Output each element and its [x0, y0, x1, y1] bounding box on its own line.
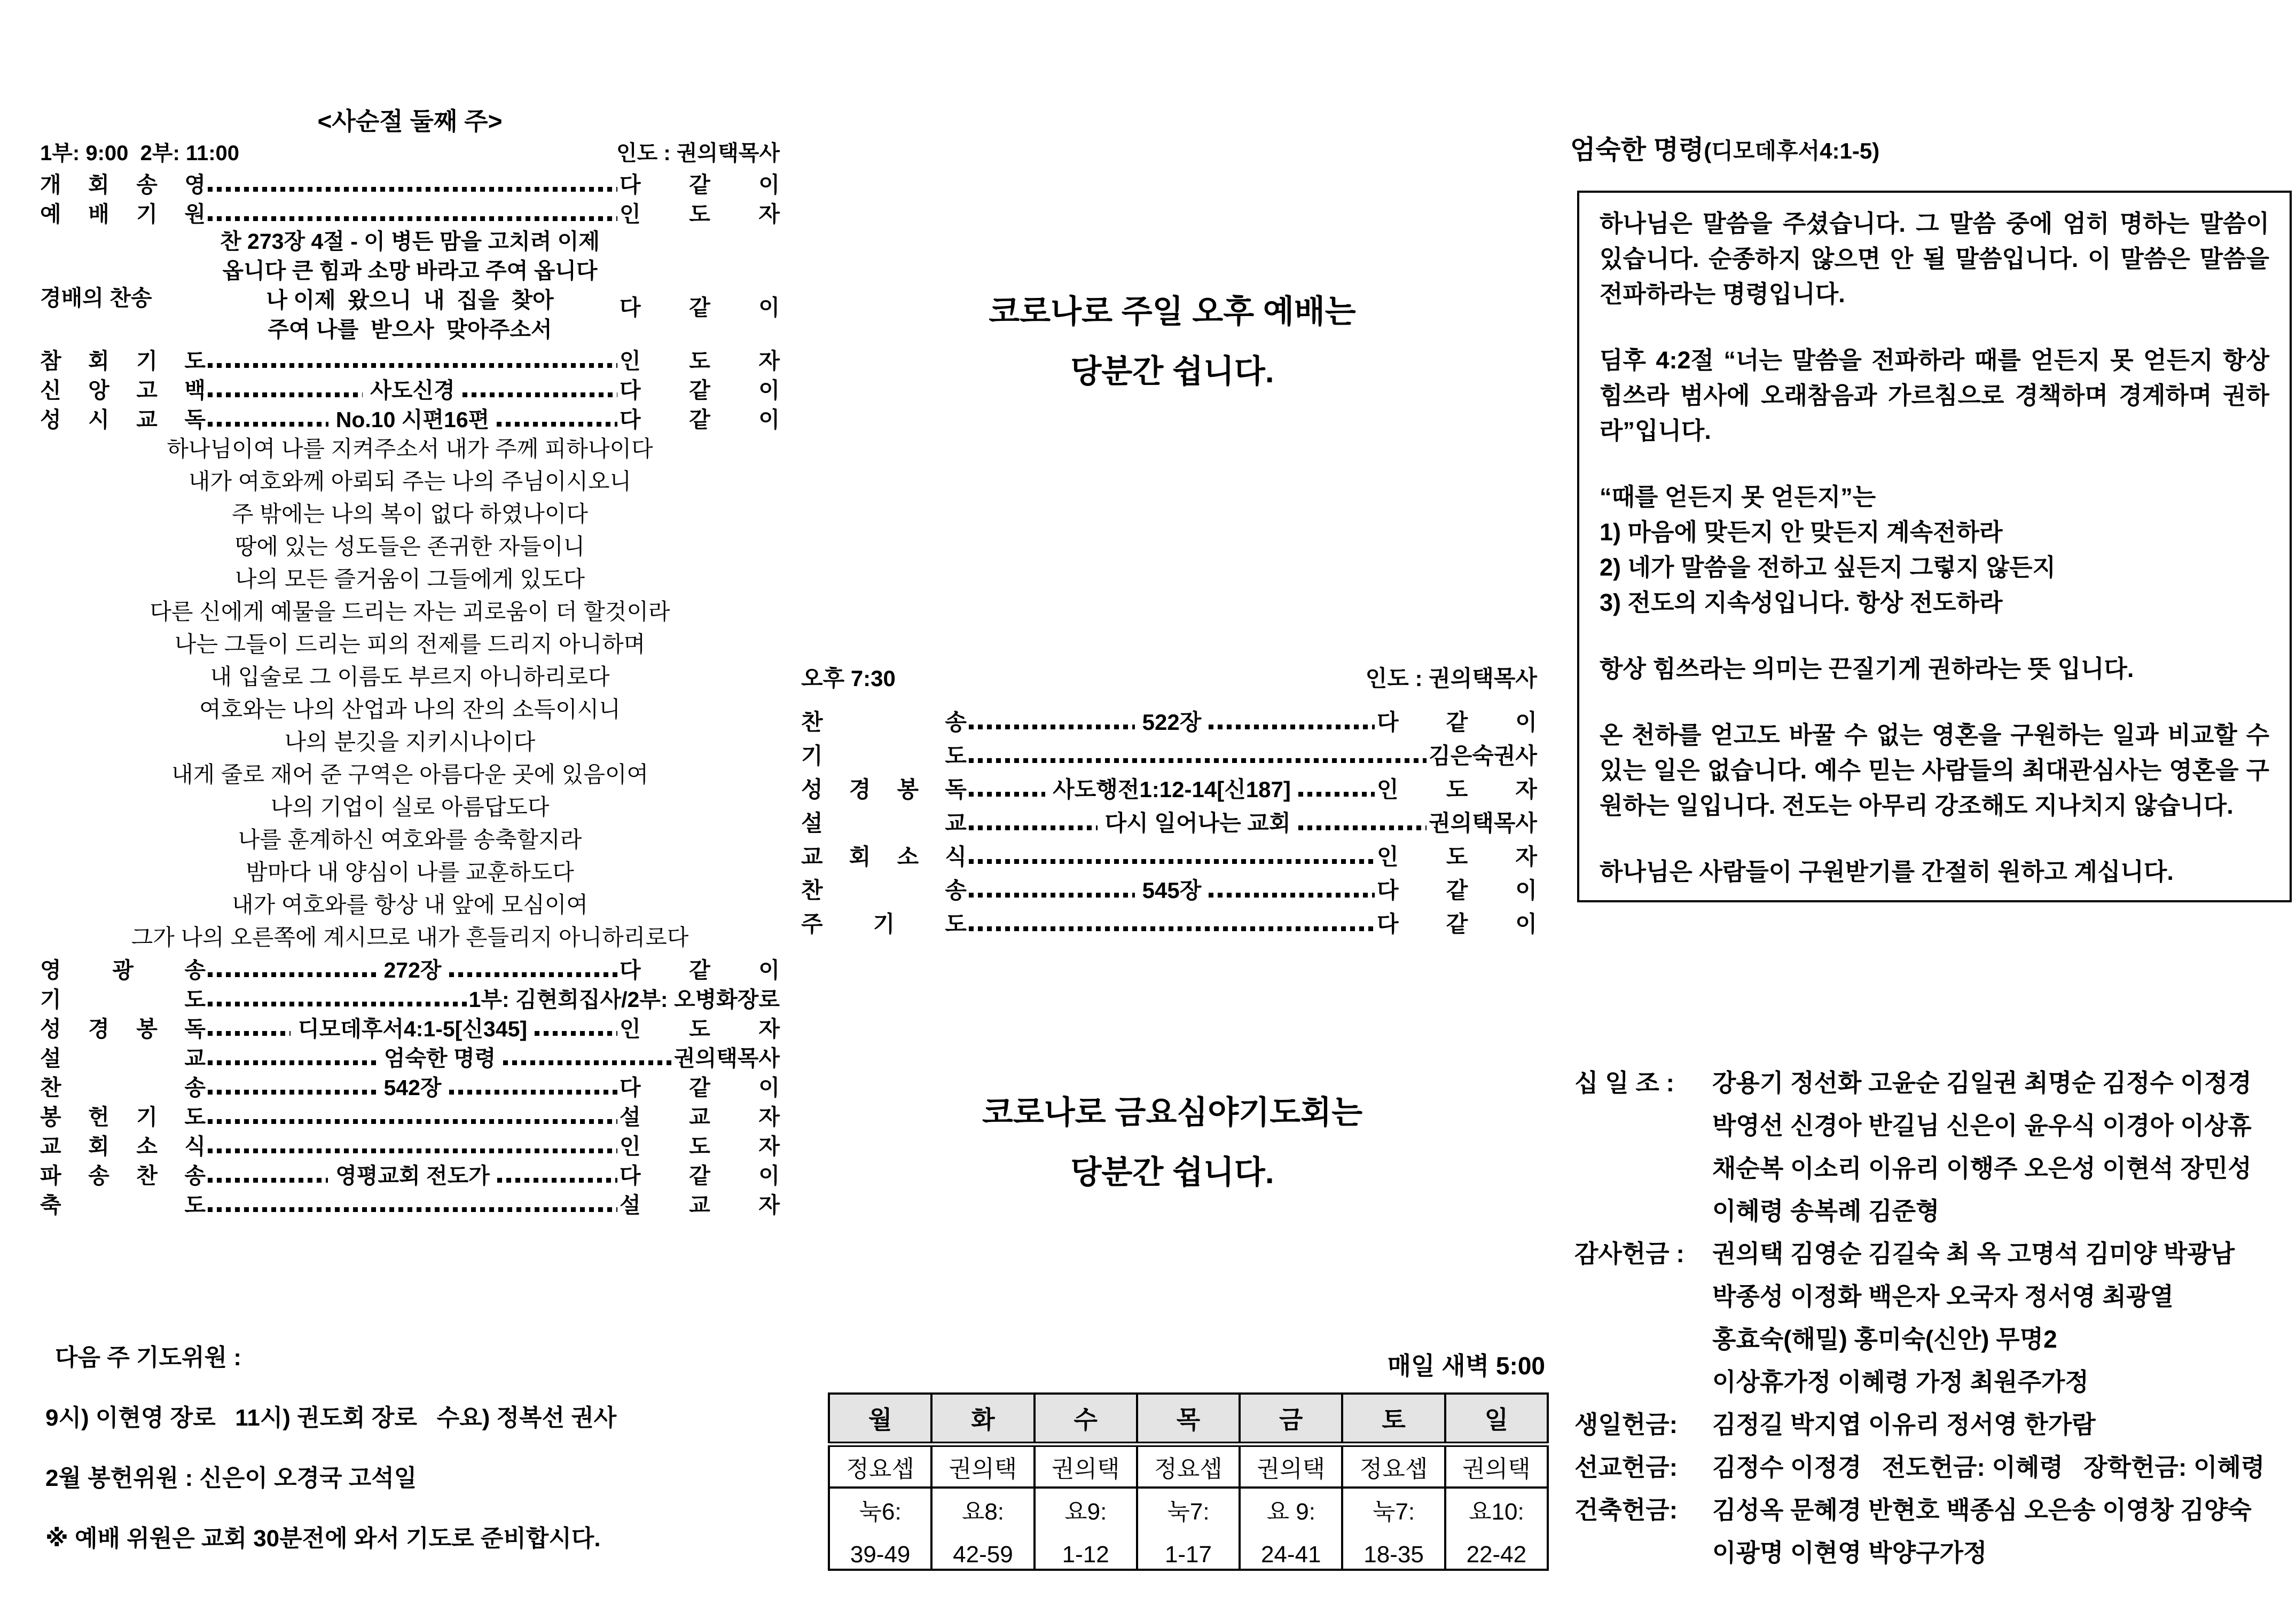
order-value: 다 같 이 [620, 1075, 780, 1100]
sermon-scripture-ref: (디모데후서4:1-5) [1704, 138, 1880, 163]
dotted-leader [969, 825, 1098, 830]
prayer-assignments: 9시) 이현영 장로 11시) 권도회 장로 수요) 정복선 권사 [45, 1405, 617, 1431]
dotted-leader [535, 1031, 617, 1036]
order-label: 설 교 [801, 810, 967, 836]
hymn-line: 주여 나를 받으사 맞아주소서 [268, 317, 552, 342]
table-header-row [829, 1394, 1548, 1444]
dotted-leader [208, 1207, 617, 1212]
order-center: 사도신경 [370, 378, 455, 403]
order-value: 다 같 이 [1377, 709, 1537, 735]
psalm-line: 나의 기업이 실로 아름답도다 [270, 794, 550, 820]
hymn-label: 경배의 찬송 [40, 286, 152, 310]
day-header: 금 [1240, 1394, 1342, 1444]
order-row [801, 906, 1537, 939]
psalm-line: 내가 여호와께 아뢰되 주는 나의 주님이시오니 [188, 469, 632, 494]
order-row [40, 1071, 780, 1100]
sermon-paragraph: 항상 힘쓰라는 의미는 끈질기게 권하라는 뜻 입니다. [1600, 655, 2134, 682]
psalm-line: 밤마다 내 양심이 나를 교훈하도다 [246, 860, 574, 885]
order-center: No.10 시편16편 [335, 407, 490, 432]
worship-week-title: <사순절 둘째 주> [317, 107, 503, 135]
dotted-leader [969, 792, 1045, 797]
psalm-line: 다른 신에게 예물을 드리는 자는 괴로움이 더 할것이라 [150, 599, 670, 624]
order-row [801, 771, 1537, 805]
birthday-offering-group [1574, 1403, 2293, 1446]
scripture-row [829, 1488, 1548, 1570]
dotted-leader [208, 972, 377, 977]
dotted-leader [503, 1060, 672, 1065]
dotted-leader [969, 725, 1135, 729]
order-value: 다 같 이 [620, 958, 780, 982]
order-row [40, 1189, 780, 1218]
dotted-leader [208, 392, 363, 397]
dawn-prayer-time: 매일 새벽 5:00 [1387, 1352, 1545, 1380]
order-center: 522장 [1142, 709, 1202, 735]
offering-label: 감사헌금 : [1574, 1240, 1684, 1268]
offering-label: 십 일 조 : [1574, 1069, 1674, 1097]
psalm-line: 나의 분깃을 지키시나이다 [284, 729, 536, 754]
sermon-paragraph: 온 천하를 얻고도 바꿀 수 없는 영혼을 구원하는 일과 비교할 수 있는 일은 없습니다. 예수 믿는 사람들의 최대관심사는 영혼을 구원하는 일입니다. 전도는 아무리 강조해도 지나치지 않습니다. [1600, 721, 2269, 819]
psalm-line: 나를 훈계하신 여호와를 송축할지라 [238, 827, 582, 852]
psalm-line: 나는 그들이 드리는 피의 전제를 드리지 아니하며 [174, 632, 646, 657]
service-times: 1부: 9:00 2부: 11:00 [40, 141, 240, 165]
leader-name: 정요셉 [1342, 1444, 1445, 1488]
order-row [801, 704, 1537, 737]
leader-name: 권의택 [931, 1444, 1034, 1488]
order-value: 다 같 이 [620, 407, 780, 432]
order-row [40, 403, 780, 432]
scripture-ref: 요 9: 24-41 [1240, 1488, 1342, 1570]
order-value: 권의택목사 [673, 1046, 780, 1071]
notice-line: 코로나로 주일 오후 예배는 [989, 294, 1356, 329]
building-offering-group [1574, 1489, 2293, 1574]
leader-name: 권의택 [1240, 1444, 1342, 1488]
order-value: 설 교 자 [620, 1105, 780, 1129]
order-label: 설 교 [40, 1046, 206, 1071]
order-value: 다 같 이 [620, 172, 780, 197]
order-center: 디모데후서4:1-5[신345] [297, 1017, 528, 1041]
dotted-leader [208, 1031, 291, 1036]
sermon-title: 엄숙한 명령 [1570, 136, 1704, 164]
psalm-line: 내 입술로 그 이름도 부르지 아니하리로다 [210, 664, 610, 689]
scripture-ref: 요9: 1-12 [1035, 1488, 1137, 1570]
dotted-leader [449, 972, 618, 977]
order-label: 개 회 송 영 [40, 172, 206, 197]
dotted-leader [969, 893, 1135, 898]
sermon-paragraph: 딤후 4:2절 “너는 말씀을 전파하라 때를 얻든지 못 얻든지 항상 힘쓰라 범사에 오래참음과 가르침으로 경책하며 경계하며 권하라”입니다. [1600, 347, 2269, 444]
psalm-line: 여호와는 나의 산업과 나의 잔의 소득이시니 [199, 697, 621, 722]
evening-service-header [801, 661, 1537, 693]
offering-names: 김성옥 문혜경 반현호 백종심 오은송 이영창 김양숙 이광명 이현영 박양구가정 [1712, 1496, 2252, 1567]
day-header: 목 [1137, 1394, 1240, 1444]
notice-line: 코로나로 금요심야기도회는 [982, 1095, 1363, 1130]
dotted-leader [1298, 792, 1375, 797]
morning-worship-order [40, 104, 780, 1218]
order-label: 봉 헌 기 도 [40, 1105, 206, 1129]
order-label: 교 회 소 식 [40, 1134, 206, 1159]
leader-name: 정요셉 [829, 1444, 931, 1488]
dawn-prayer-schedule-table [828, 1392, 1549, 1571]
order-center: 영평교회 전도가 [335, 1163, 490, 1188]
order-label: 영 광 송 [40, 958, 206, 982]
scripture-ref: 요10: 22-42 [1445, 1488, 1548, 1570]
sermon-list-item: 2) 네가 말씀을 전하고 싶든지 그렇지 않든지 [1600, 554, 2056, 581]
order-value: 인 도 자 [620, 1017, 780, 1041]
order-row [40, 168, 780, 198]
day-header: 토 [1342, 1394, 1445, 1444]
order-label: 성 경 봉 독 [40, 1017, 206, 1041]
order-value: 설 교 자 [620, 1193, 780, 1217]
order-center: 엄숙한 명령 [383, 1046, 496, 1071]
dotted-leader [969, 758, 1427, 763]
leader-name: 권의택 [1445, 1444, 1548, 1488]
sermon-title-heading [1570, 129, 2291, 167]
psalm-line: 내가 여호와를 항상 내 앞에 모심이여 [232, 892, 588, 917]
dotted-leader [463, 392, 617, 397]
order-row [40, 1012, 780, 1042]
order-label: 신 앙 고 백 [40, 378, 206, 403]
offering-names: 권의택 김영순 김길숙 최 옥 고명석 김미양 박광남 박종성 이정화 백은자 오국자 정서영 최광열 홍효숙(해밀) 홍미숙(신안) 무명2 이상휴가정 이혜령 가정 최원주가정 [1712, 1240, 2235, 1396]
dotted-leader [208, 1148, 617, 1153]
psalm-line: 내게 줄로 재어 준 구역은 아름다운 곳에 있음이여 [171, 762, 649, 787]
order-value: 1부: 김현희집사/2부: 오병화장로 [468, 987, 780, 1012]
mission-offering-group [1574, 1446, 2293, 1489]
order-value: 인 도 자 [620, 349, 780, 373]
order-center: 272장 [383, 958, 442, 982]
dotted-leader [208, 1119, 617, 1124]
service-presider: 인도 : 권의택목사 [616, 141, 780, 165]
evening-service-time: 오후 7:30 [801, 666, 896, 691]
offering-committee: 2월 봉헌위원 : 신은이 오경국 고석일 [45, 1465, 417, 1491]
hymn-line: 나 이제 왔으니 내 집을 찾아 [266, 288, 554, 312]
offering-names: 김정수 이정경 전도헌금: 이혜령 장학헌금: 이혜령 [1712, 1453, 2265, 1481]
dotted-leader [208, 422, 328, 427]
order-value: 다 같 이 [620, 1163, 780, 1188]
dotted-leader [208, 187, 617, 192]
order-center: 545장 [1142, 877, 1202, 903]
order-value: 인 도 자 [1377, 844, 1537, 869]
offering-lists [1574, 1061, 2293, 1574]
dotted-leader [497, 422, 617, 427]
order-row [40, 983, 780, 1012]
evening-service-order [801, 704, 1537, 939]
order-row [801, 838, 1537, 872]
order-label: 파 송 찬 송 [40, 1163, 206, 1188]
worship-subheader [40, 138, 780, 168]
leader-name: 권의택 [1035, 1444, 1137, 1488]
hymn-line: 옵니다 큰 힘과 소망 바라고 주여 옵니다 [222, 258, 598, 283]
day-header: 월 [829, 1394, 931, 1444]
dotted-leader [1209, 725, 1375, 729]
order-row [801, 737, 1537, 771]
order-value: 다 같 이 [1377, 911, 1537, 937]
order-label: 축 도 [40, 1193, 206, 1217]
sermon-paragraph: 하나님은 말씀을 주셨습니다. 그 말씀 중에 엄히 명하는 말씀이 있습니다. 순종하지 않으면 안 될 말씀입니다. 이 말씀은 말씀을 전파하라는 명령입니다. [1600, 210, 2269, 308]
dotted-leader [449, 1090, 618, 1095]
day-header: 수 [1035, 1394, 1137, 1444]
order-center: 사도행전1:12-14[신187] [1053, 776, 1291, 802]
order-row [40, 344, 780, 374]
order-value: 다 같 이 [1377, 877, 1537, 903]
order-label: 성 경 봉 독 [801, 776, 967, 802]
notice-line: 당분간 쉽니다. [1070, 353, 1274, 389]
evening-service-presider: 인도 : 권의택목사 [1365, 666, 1537, 691]
order-label: 찬 송 [801, 877, 967, 903]
dotted-leader [208, 1002, 467, 1006]
order-row [40, 1159, 780, 1189]
dotted-leader [1298, 825, 1427, 830]
leader-name: 정요셉 [1137, 1444, 1240, 1488]
offering-names: 강용기 정선화 고윤순 김일권 최명순 김정수 이정경 박영선 신경아 반길님 신은이 윤우식 이경아 이상휴 채순복 이소리 이유리 이행주 오은성 이현석 장민성 이혜령 송복례 김준형 [1712, 1069, 2252, 1225]
order-row [40, 374, 780, 403]
order-row [801, 872, 1537, 906]
psalm-line: 나의 모든 즐거움이 그들에게 있도다 [234, 566, 585, 592]
scripture-ref: 눅6: 39-49 [829, 1488, 931, 1570]
dotted-leader [208, 1060, 377, 1065]
sermon-summary-box [1577, 191, 2292, 902]
dotted-leader [969, 926, 1375, 931]
offering-label: 선교헌금: [1574, 1453, 1678, 1481]
order-center: 다시 일어나는 교회 [1104, 810, 1291, 836]
order-value: 인 도 자 [620, 202, 780, 226]
offering-label: 건축헌금: [1574, 1496, 1678, 1524]
scripture-ref: 눅7: 1-17 [1137, 1488, 1240, 1570]
order-value: 인 도 자 [620, 1134, 780, 1159]
order-row [801, 805, 1537, 838]
order-label: 예 배 기 원 [40, 202, 206, 226]
order-row [40, 1042, 780, 1071]
day-header: 일 [1445, 1394, 1548, 1444]
order-label: 참 회 기 도 [40, 349, 206, 373]
sermon-paragraph: 하나님은 사람들이 구원받기를 간절히 원하고 계십니다. [1600, 858, 2174, 885]
dotted-leader [208, 363, 617, 368]
hymn-value: 다 같 이 [620, 295, 780, 320]
order-value: 권의택목사 [1429, 810, 1538, 836]
order-label: 기 도 [40, 987, 206, 1012]
preparation-note: ※ 예배 위원은 교회 30분전에 와서 기도로 준비합시다. [45, 1525, 601, 1552]
psalm-line: 그가 나의 오른쪽에 계시므로 내가 흔들리지 아니하리로다 [131, 925, 689, 950]
order-label: 찬 송 [40, 1075, 206, 1100]
sunday-evening-notice [801, 282, 1543, 402]
sermon-list-item: 3) 전도의 지속성입니다. 항상 전도하라 [1600, 589, 2003, 616]
order-row [40, 1100, 780, 1130]
psalm-line: 땅에 있는 성도들은 존귀한 자들이니 [234, 534, 585, 559]
dotted-leader [969, 859, 1375, 864]
dotted-leader [208, 216, 617, 221]
order-label: 주 기 도 [801, 911, 967, 937]
dotted-leader [497, 1178, 617, 1183]
offering-label: 생일헌금: [1574, 1411, 1678, 1438]
order-row [40, 954, 780, 983]
friday-prayer-notice [801, 1083, 1543, 1202]
psalm-line: 주 밖에는 나의 복이 없다 하였나이다 [232, 501, 588, 526]
offering-names: 김정길 박지엽 이유리 정서영 한가람 [1712, 1411, 2096, 1438]
dotted-leader [208, 1090, 377, 1095]
dotted-leader [208, 1178, 328, 1183]
sermon-list-item: 1) 마음에 맞든지 안 맞든지 계속전하라 [1600, 518, 2003, 546]
order-label: 성 시 교 독 [40, 407, 206, 432]
scripture-ref: 눅7: 18-35 [1342, 1488, 1445, 1570]
notice-line: 당분간 쉽니다. [1070, 1154, 1274, 1190]
sermon-paragraph: “때를 얻든지 못 얻든지”는 [1600, 483, 1876, 510]
psalm-line: 하나님이여 나를 지켜주소서 내가 주께 피하나이다 [167, 436, 653, 461]
tithe-group [1574, 1061, 2293, 1232]
hymn-line: 찬 273장 4절 - 이 병든 맘을 고치려 이제 [220, 229, 600, 254]
leader-row [829, 1444, 1548, 1488]
order-row [40, 1130, 780, 1159]
dotted-leader [1209, 893, 1375, 898]
responsive-reading-psalm16 [40, 432, 780, 954]
order-value: 다 같 이 [620, 378, 780, 403]
day-header: 화 [931, 1394, 1034, 1444]
order-row [40, 198, 780, 227]
next-week-prayer-title: 다음 주 기도위원 : [55, 1344, 241, 1371]
scripture-ref: 요8: 42-59 [931, 1488, 1034, 1570]
praise-hymn-block [40, 227, 780, 344]
thanksgiving-offering-group [1574, 1232, 2293, 1403]
order-center: 542장 [383, 1075, 442, 1100]
order-label: 교 회 소 식 [801, 844, 967, 869]
order-label: 기 도 [801, 743, 967, 768]
prayer-committee-footer [45, 1345, 782, 1587]
order-label: 찬 송 [801, 709, 967, 735]
order-value: 김은숙권사 [1429, 743, 1537, 768]
order-value: 인 도 자 [1377, 776, 1537, 802]
